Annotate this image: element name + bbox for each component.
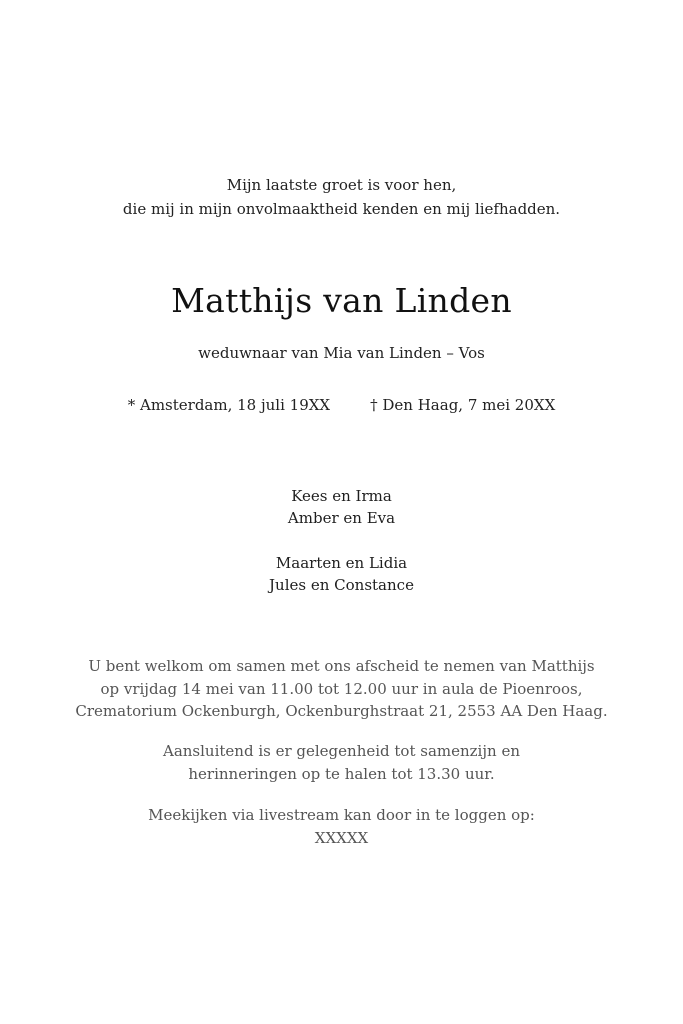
life-dates xyxy=(0,394,683,416)
quote-line-2: die mij in mijn onvolmaaktheid kenden en mij liefhadden. xyxy=(122,200,561,218)
memorial-quote xyxy=(0,173,683,221)
deceased-name: Matthijs van Linden xyxy=(171,281,512,320)
family-group-2 xyxy=(0,552,683,596)
birth-date: * Amsterdam, 18 juli 19XX xyxy=(127,396,331,414)
deceased-relation: weduwnaar van Mia van Linden – Vos xyxy=(198,344,485,362)
gathering-notice xyxy=(0,740,683,785)
farewell-notice xyxy=(0,655,683,723)
notice-line: U bent welkom om samen met ons afscheid te nemen van Matthijs xyxy=(88,657,595,675)
notice-line: Aansluitend is er gelegenheid tot samenzijn en xyxy=(163,742,520,760)
livestream-login: XXXXX xyxy=(314,828,369,847)
notice-line: op vrijdag 14 mei van 11.00 tot 12.00 uur in aula de Pioenroos, xyxy=(100,679,583,698)
family-name: Kees en Irma xyxy=(291,487,392,505)
family-name: Jules en Constance xyxy=(269,576,414,594)
family-name: Amber en Eva xyxy=(287,509,396,527)
notice-line: Crematorium Ockenburgh, Ockenburghstraat 21, 2553 AA Den Haag. xyxy=(75,702,608,720)
quote-line-1: Mijn laatste groet is voor hen, xyxy=(226,176,457,194)
family-name: Maarten en Lidia xyxy=(275,554,408,572)
livestream-notice xyxy=(0,804,683,849)
family-group-1 xyxy=(0,485,683,529)
death-date: † Den Haag, 7 mei 20XX xyxy=(370,396,556,414)
notice-line: herinneringen op te halen tot 13.30 uur. xyxy=(188,764,495,783)
notice-line: Meekijken via livestream kan door in te loggen op: xyxy=(148,806,535,824)
